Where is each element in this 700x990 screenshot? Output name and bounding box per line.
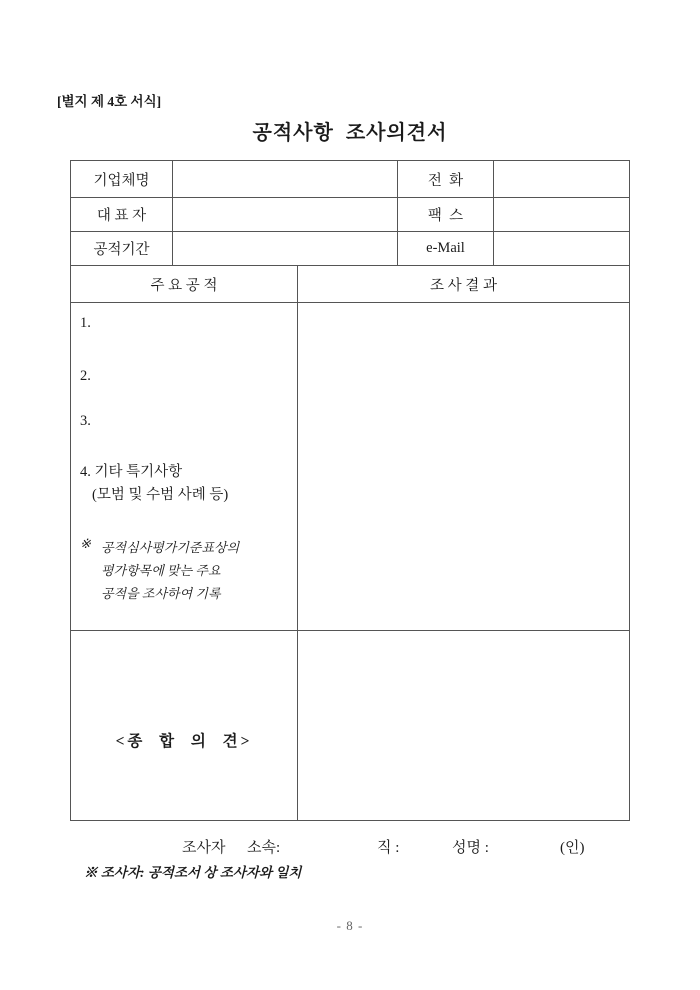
merit-item-4: 4. 기타 특기사항 xyxy=(80,464,183,480)
name-label: 성명 : xyxy=(452,840,489,856)
company-name-value xyxy=(173,161,398,198)
note-line: 공적을 조사하여 기록 xyxy=(101,586,221,601)
document-title: 공적사항 조사의견서 xyxy=(252,122,448,144)
overall-opinion-label: <종 합 의 견> xyxy=(115,732,253,750)
phone-value xyxy=(494,161,630,198)
info-table xyxy=(70,160,630,821)
company-name-label: 기업체명 xyxy=(71,161,173,198)
overall-opinion-value xyxy=(298,631,630,821)
table-row xyxy=(71,198,630,232)
note-line: 평가항목에 맞는 주요 xyxy=(101,563,221,578)
survey-results-header: 조 사 결 과 xyxy=(298,266,630,303)
seal-label: (인) xyxy=(560,840,585,856)
affiliation-label: 소속: xyxy=(247,840,281,856)
email-label: e-Mail xyxy=(398,232,494,266)
merit-item-4-sub: (모범 및 수범 사례 등) xyxy=(92,487,229,503)
note-reference-mark: ※ xyxy=(80,536,91,551)
position-label: 직 : xyxy=(377,840,400,856)
merit-period-value xyxy=(173,232,398,266)
merit-period-label: 공적기간 xyxy=(71,232,173,266)
page-number: - 8 - xyxy=(336,918,364,933)
phone-label: 전 화 xyxy=(398,161,494,198)
merit-item-1: 1. xyxy=(80,315,91,331)
table-row xyxy=(71,161,630,198)
note-line: 공적심사평가기준표상의 xyxy=(101,540,240,555)
table-row xyxy=(71,303,630,631)
evaluation-note xyxy=(80,536,291,605)
representative-value xyxy=(173,198,398,232)
table-row xyxy=(71,266,630,303)
surveyor-footnote: ※ 조사자: 공적조서 상 조사자와 일치 xyxy=(84,865,302,880)
surveyor-label: 조사자 xyxy=(182,840,226,856)
fax-label: 팩 스 xyxy=(398,198,494,232)
fax-value xyxy=(494,198,630,232)
merit-item-3: 3. xyxy=(80,413,91,429)
main-merits-header: 주 요 공 적 xyxy=(71,266,298,303)
email-value xyxy=(494,232,630,266)
overall-opinion-cell xyxy=(71,631,298,821)
table-row xyxy=(71,631,630,821)
survey-results-cell xyxy=(298,303,630,631)
form-number-label: [별지 제 4호 서식] xyxy=(57,94,162,109)
table-row xyxy=(71,232,630,266)
merit-item-2: 2. xyxy=(80,368,91,384)
representative-label: 대 표 자 xyxy=(71,198,173,232)
merit-list-cell xyxy=(71,303,298,631)
note-text xyxy=(101,536,239,605)
